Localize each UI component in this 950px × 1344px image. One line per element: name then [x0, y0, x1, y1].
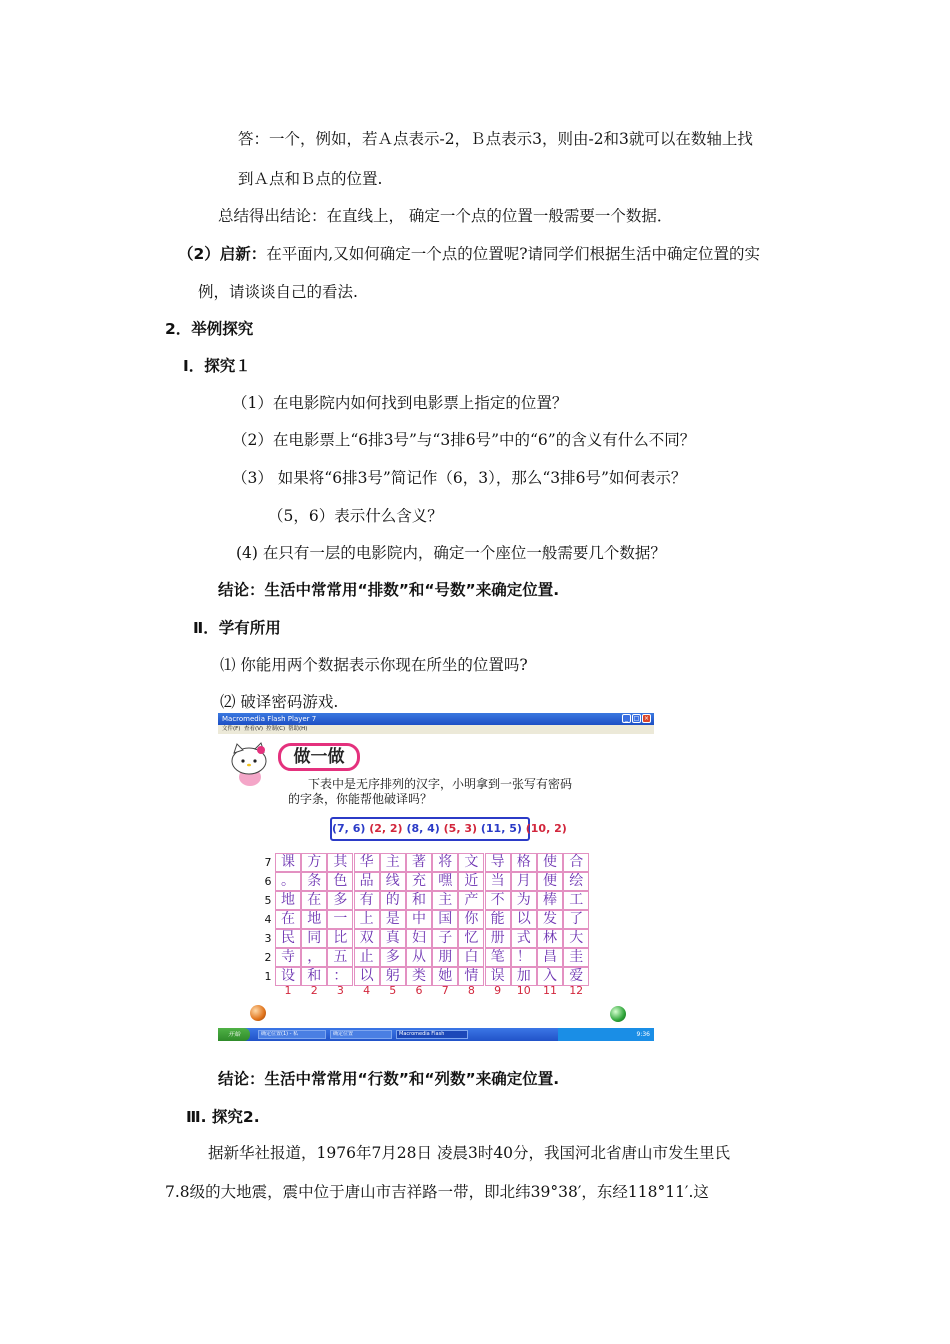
- row-label: 5: [264, 894, 272, 907]
- grid-cell: 她: [432, 967, 458, 986]
- text-line-17: 结论：生活中常常用“行数”和“列数”来确定位置.: [218, 1070, 560, 1088]
- taskbar-item-3[interactable]: Macromedia Flash: [396, 1030, 468, 1039]
- grid-cell: 其: [327, 853, 353, 872]
- grid-cell: 寺: [275, 948, 301, 967]
- grid-cell: 近: [458, 872, 484, 891]
- grid-cell: 了: [563, 910, 589, 929]
- taskbar-item-1[interactable]: 确定位置(1) - 私: [258, 1030, 326, 1039]
- grid-cell: 导: [485, 853, 511, 872]
- grid-cell: 的: [380, 891, 406, 910]
- grid-cell: 。: [275, 872, 301, 891]
- grid-cell: 从: [406, 948, 432, 967]
- grid-cell: 在: [275, 910, 301, 929]
- row-label: 2: [264, 951, 272, 964]
- text-line-11: （5，6）表示什么含义？: [268, 507, 443, 525]
- grid-cell: 设: [275, 967, 301, 986]
- close-icon[interactable]: ×: [643, 715, 650, 722]
- grid-cell: 条: [301, 872, 327, 891]
- column-label: 8: [467, 984, 475, 997]
- grid-cell: 多: [327, 891, 353, 910]
- grid-cell: 嘿: [432, 872, 458, 891]
- text-line-8: （1）在电影院内如何找到电影票上指定的位置？: [232, 394, 568, 412]
- text-line-5: 例，请谈谈自己的看法.: [198, 283, 358, 301]
- grid-cell: 止: [354, 948, 380, 967]
- text-line-10: （3） 如果将“6排3号”简记作（6，3），那么“3排6号”如何表示？: [232, 469, 687, 487]
- grid-cell: 忆: [458, 929, 484, 948]
- column-label: 3: [336, 984, 344, 997]
- column-label: 9: [494, 984, 502, 997]
- grid-cell: 躬: [380, 967, 406, 986]
- grid-cell: 色: [327, 872, 353, 891]
- grid-cell: 笔: [485, 948, 511, 967]
- grid-cell: 林: [537, 929, 563, 948]
- cipher-code-box: [330, 817, 567, 841]
- grid-cell: 绘: [563, 872, 589, 891]
- column-label: 6: [415, 984, 423, 997]
- text-line-2: 到Ａ点和Ｂ点的位置.: [238, 170, 383, 188]
- taskbar: [218, 1028, 654, 1041]
- intro-line-1: 下表中是无序排列的汉字，小明拿到一张写有密码: [308, 777, 573, 791]
- grid-cell: 圭: [563, 948, 589, 967]
- grid-cell: 国: [432, 910, 458, 929]
- grid-cell: 比: [327, 929, 353, 948]
- text-line-13: 结论：生活中常常用“排数”和“号数”来确定位置.: [218, 581, 560, 599]
- grid-cell: 是: [380, 910, 406, 929]
- grid-cell: 同: [301, 929, 327, 948]
- grid-cell: 白: [458, 948, 484, 967]
- grid-cell: 册: [485, 929, 511, 948]
- code-3: (8, 4): [406, 822, 440, 835]
- grid-cell: 能: [485, 910, 511, 929]
- code-2: (2, 2): [369, 822, 403, 835]
- grid-cell: 入: [537, 967, 563, 986]
- text-line-15: ⑴ 你能用两个数据表示你现在所坐的位置吗?: [220, 656, 528, 674]
- column-label: 11: [543, 984, 557, 997]
- menu-view[interactable]: 查看(V): [244, 726, 264, 732]
- grid-cell: 地: [275, 891, 301, 910]
- grid-cell: 民: [275, 929, 301, 948]
- grid-cell: 主: [432, 891, 458, 910]
- grid-cell: 你: [458, 910, 484, 929]
- section-label: （2）启新：: [178, 245, 267, 263]
- grid-cell: 在: [301, 891, 327, 910]
- menu-bar: [218, 725, 654, 734]
- minimize-icon[interactable]: _: [622, 714, 631, 723]
- menu-control[interactable]: 控制(C): [266, 726, 286, 732]
- maximize-icon[interactable]: □: [633, 715, 640, 722]
- grid-cell: 合: [563, 853, 589, 872]
- start-button[interactable]: 开始: [218, 1028, 250, 1041]
- grid-cell: ：: [327, 967, 353, 986]
- grid-cell: 充: [406, 872, 432, 891]
- grid-cell: 加: [511, 967, 537, 986]
- intro-line-2: 的字条，你能帮他破译吗？: [288, 792, 433, 806]
- grid-cell: 和: [406, 891, 432, 910]
- row-label: 4: [264, 913, 272, 926]
- grid-cell: 昌: [537, 948, 563, 967]
- column-label: 2: [310, 984, 318, 997]
- grid-cell: 以: [511, 910, 537, 929]
- grid-cell: 著: [406, 853, 432, 872]
- grid-cell: 为: [511, 891, 537, 910]
- taskbar-item-2[interactable]: 确定位置: [330, 1030, 392, 1039]
- text-line-20: 7.8级的大地震，震中位于唐山市吉祥路一带，即北纬39°38′，东经118°11′.这: [165, 1183, 709, 1201]
- tray-time: 9:36: [636, 1031, 650, 1038]
- column-label: 5: [389, 984, 397, 997]
- grid-cell: 主: [380, 853, 406, 872]
- grid-cell: 多: [380, 948, 406, 967]
- grid-cell: 以: [354, 967, 380, 986]
- grid-cell: 一: [327, 910, 353, 929]
- text-line-1: 答：一个，例如，若Ａ点表示-2，Ｂ点表示3，则由-2和3就可以在数轴上找: [238, 130, 753, 148]
- flash-screenshot: [218, 713, 654, 1041]
- grid-cell: 工: [563, 891, 589, 910]
- column-label: 7: [441, 984, 449, 997]
- grid-cell: 子: [432, 929, 458, 948]
- text-line-7: Ⅰ．探究１: [183, 357, 251, 375]
- grid-cell: 有: [354, 891, 380, 910]
- text-line-18: Ⅲ. 探究2.: [186, 1108, 260, 1126]
- grid-cell: 将: [432, 853, 458, 872]
- grid-cell: ，: [301, 948, 327, 967]
- grid-cell: 月: [511, 872, 537, 891]
- grid-cell: 妇: [406, 929, 432, 948]
- grid-cell: 式: [511, 929, 537, 948]
- text-line-4: [178, 243, 760, 265]
- activity-heading: 做一做: [278, 743, 360, 771]
- column-label: 12: [569, 984, 584, 997]
- code-5: (11, 5): [480, 822, 522, 835]
- grid-cell: ！: [511, 948, 537, 967]
- window-title: Macromedia Flash Player 7: [222, 715, 317, 723]
- grid-cell: 方: [301, 853, 327, 872]
- hello-kitty-icon: [228, 741, 272, 787]
- line-text: 在平面内,又如何确定一个点的位置呢?请同学们根据生活中确定位置的实: [266, 245, 761, 263]
- grid-cell: 朋: [432, 948, 458, 967]
- text-line-9: （2）在电影票上“6排3号”与“3排6号”中的“6”的含义有什么不同？: [232, 431, 696, 449]
- grid-cell: 线: [380, 872, 406, 891]
- grid-cell: 中: [406, 910, 432, 929]
- grid-cell: 文: [458, 853, 484, 872]
- code-4: (5, 3): [443, 822, 478, 835]
- grid-cell: 使: [537, 853, 563, 872]
- grid-cell: 课: [275, 853, 301, 872]
- menu-help[interactable]: 帮助(H): [288, 726, 308, 732]
- grid-cell: 和: [301, 967, 327, 986]
- grid-cell: 发: [537, 910, 563, 929]
- text-line-12: (4) 在只有一层的电影院内，确定一个座位一般需要几个数据？: [236, 544, 666, 562]
- grid-cell: 华: [354, 853, 380, 872]
- text-line-19: 据新华社报道，1976年7月28日 凌晨3时40分，我国河北省唐山市发生里氏: [208, 1144, 731, 1162]
- grid-cell: 便: [537, 872, 563, 891]
- grid-cell: 地: [301, 910, 327, 929]
- row-label: 7: [264, 856, 272, 869]
- column-label: 10: [516, 984, 531, 997]
- column-label: 4: [363, 984, 371, 997]
- grid-cell: 上: [354, 910, 380, 929]
- row-label: 1: [264, 970, 272, 983]
- grid-cell: 情: [458, 967, 484, 986]
- grid-cell: 五: [327, 948, 353, 967]
- back-orb-icon[interactable]: [250, 1005, 266, 1021]
- system-tray: [558, 1028, 654, 1041]
- grid-cell: 产: [458, 891, 484, 910]
- code-1: (7, 6): [332, 822, 366, 835]
- grid-cell: 不: [485, 891, 511, 910]
- row-label: 6: [264, 875, 272, 888]
- grid-cell: 棒: [537, 891, 563, 910]
- grid-cell: 大: [563, 929, 589, 948]
- text-line-6: 2．举例探究: [165, 320, 254, 338]
- grid-cell: 双: [354, 929, 380, 948]
- row-label: 3: [264, 932, 272, 945]
- menu-file[interactable]: 文件(F): [222, 726, 241, 732]
- column-label: 1: [284, 984, 292, 997]
- grid-cell: 当: [485, 872, 511, 891]
- text-line-3: 总结得出结论：在直线上， 确定一个点的位置一般需要一个数据．: [218, 207, 673, 225]
- grid-cell: 格: [511, 853, 537, 872]
- window-titlebar: [218, 713, 654, 725]
- grid-cell: 品: [354, 872, 380, 891]
- grid-cell: 类: [406, 967, 432, 986]
- text-line-14: Ⅱ．学有所用: [193, 619, 281, 637]
- code-6: (10, 2): [525, 822, 567, 835]
- grid-cell: 真: [380, 929, 406, 948]
- grid-cell: 爱: [563, 967, 589, 986]
- next-orb-icon[interactable]: [610, 1006, 626, 1022]
- text-line-16: ⑵ 破译密码游戏.: [220, 693, 339, 711]
- grid-cell: 误: [485, 967, 511, 986]
